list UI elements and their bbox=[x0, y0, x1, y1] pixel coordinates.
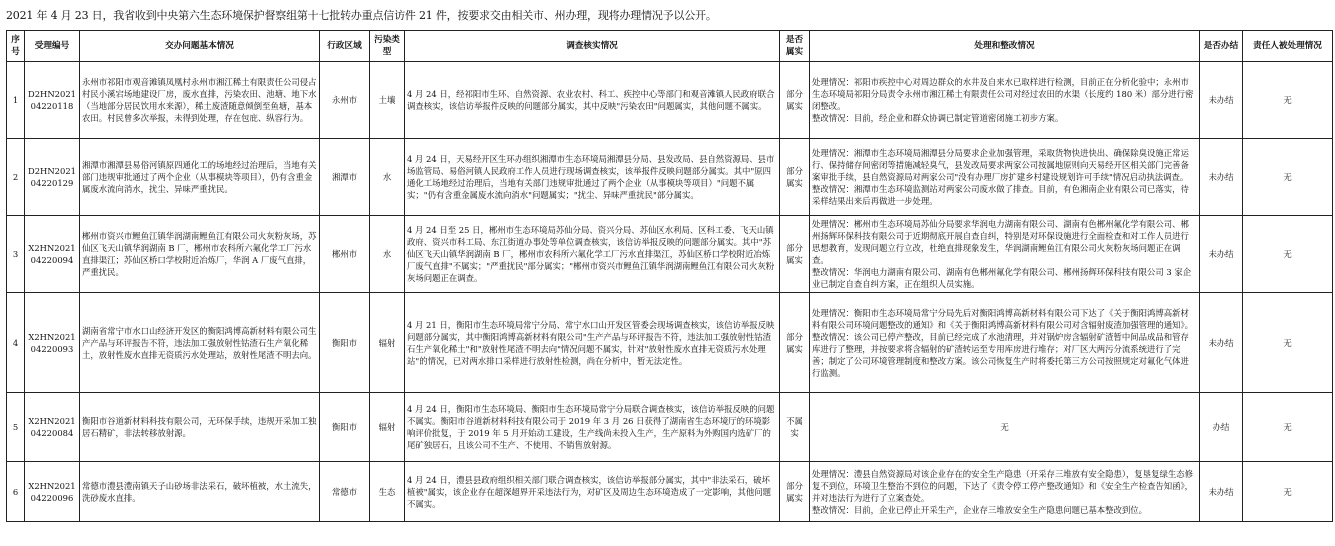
cell-region: 衡阳市 bbox=[320, 393, 370, 462]
cell-accountability: 无 bbox=[1243, 393, 1333, 462]
petition-table bbox=[6, 30, 1333, 522]
header-handling: 处理和整改情况 bbox=[810, 31, 1200, 62]
cell-verified: 部分属实 bbox=[780, 216, 810, 293]
cell-accountability: 无 bbox=[1243, 216, 1333, 293]
header-pollution: 污染类型 bbox=[370, 31, 405, 62]
cell-id: X2HN202104220096 bbox=[25, 462, 80, 522]
cell-pollution: 辐射 bbox=[370, 393, 405, 462]
table-row bbox=[7, 393, 1333, 462]
cell-pollution: 辐射 bbox=[370, 293, 405, 393]
cell-verified: 部分属实 bbox=[780, 462, 810, 522]
cell-region: 郴州市 bbox=[320, 216, 370, 293]
cell-accountability: 无 bbox=[1243, 462, 1333, 522]
cell-pollution: 水 bbox=[370, 216, 405, 293]
header-problem: 交办问题基本情况 bbox=[80, 31, 320, 62]
table-row bbox=[7, 462, 1333, 522]
cell-handling: 处理情况：澧县自然资源局对该企业存在的安全生产隐患（开采存三堆放有安全隐患），复垦复绿生态修复不到位，环境卫生整治不到位的问题，下达了《责令停工停产整改通知》和《安全生产检查告知函》，并对违法行为进行了立案查处。 整改情况：目前，企业已停止开采生产，企业存三堆放安全生产隐患问题已基本整改到位。 bbox=[810, 462, 1200, 522]
cell-handling: 处理情况：衡阳市生态环境局常宁分局先后对衡阳鸿博高新材料有限公司下达了《关于衡阳鸿博高新材料有限公司环境问题整改的通知》和《关于衡阳鸿博高新材料有限公司对含辐射废渣加强管理的通知》。 整改情况：该公司已停产整改，目前已经完成了水池清理，并对锅炉房含辐射矿渣暂中间品成品和管存库进行了整理，并按要求将含辐射的矿渣转运至专用库房进行堆存；对厂区大两污分流系统进行了完善；制定了公司环境管理制度和整改方案。该公司恢复生产时将委托第三方公司按照规定对氟化气体进行监测。 bbox=[810, 293, 1200, 393]
cell-id: D2HN202104220129 bbox=[25, 139, 80, 216]
cell-handling: 处理情况：湘潭市生态环境局湘潭县分局要求企业加强管理，采取货物快进快出、确保除臭设施正常运行、保持储存间密闭等措施减轻臭气，县发改局要求两家公司按属地原则向天易经开区相关部门完善备案审批手续，县自然资源局对两家公司"没有办理厂房扩建乡村建设规划许可手续"情况启动执法调查。 整改情况：湘潭市生态环境监测站对两家公司废水做了排查。目前，有色湘南企业有限公司已落实，待采样结果出来后再做进一步处理。 bbox=[810, 139, 1200, 216]
cell-seq: 5 bbox=[7, 393, 25, 462]
cell-done: 未办结 bbox=[1200, 62, 1243, 139]
cell-done: 未办结 bbox=[1200, 139, 1243, 216]
table-row bbox=[7, 139, 1333, 216]
cell-accountability: 无 bbox=[1243, 62, 1333, 139]
cell-problem: 常德市澧县澧南镇天子山砂场非法采石，破坏植被，水土流失，洗砂废水直排。 bbox=[80, 462, 320, 522]
cell-region: 常德市 bbox=[320, 462, 370, 522]
header-row bbox=[7, 31, 1333, 62]
cell-problem: 永州市祁阳市观音滩镇凤凰村永州市湘江稀土有限责任公司侵占村民小溪宕场地建设厂房，废水直排，污染农田、池塘、地下水（当地部分居民饮用水来源），稀土废渣随意倾倒至鱼塘，基本农田。村民曾多次举报，未得到处理，存在包庇、纵容行为。 bbox=[80, 62, 320, 139]
cell-id: D2HN202104220118 bbox=[25, 62, 80, 139]
cell-region: 衡阳市 bbox=[320, 293, 370, 393]
cell-investigation: 4 月 24 日至 25 日，郴州市生态环境局苏仙分局、资兴分局、苏仙区水利局、区科工委、飞天山镇政府、资兴市科工局、东江街道办事处等单位调查核实，该信访举报反映的问题部分属实。其中"苏仙区飞天山镇华润湖南 B 厂，郴州市农科所六氟化学工厂污水直排渠江，苏仙区桥口学校附近冶炼厂废气直排"不属实；"严重扰民"部分属实；"郴州市资兴市鲤鱼江镇华润湖南鲤鱼江有限公司火灰粉灰场问题正在调查。 bbox=[405, 216, 780, 293]
table-row bbox=[7, 293, 1333, 393]
cell-id: X2HN202104220084 bbox=[25, 393, 80, 462]
cell-handling: 无 bbox=[810, 393, 1200, 462]
cell-accountability: 无 bbox=[1243, 139, 1333, 216]
cell-problem: 湘潭市湘潭县易俗河镇原四通化工的场地经过治理后，当地有关部门违规审批通过了两个企业（从事模块等项目），仍有含重金属废水流向消水，扰尘、异味严重扰民。 bbox=[80, 139, 320, 216]
table-row bbox=[7, 62, 1333, 139]
cell-seq: 4 bbox=[7, 293, 25, 393]
header-seq: 序号 bbox=[7, 31, 25, 62]
cell-problem: 郴州市资兴市鲤鱼江镇华润湖南鲤鱼江有限公司火灰粉灰场，苏仙区飞天山镇华润湖南 B 厂，郴州市农科所六氟化学工厂污水直排渠江；苏仙区桥口学校附近冶炼厂，华润 A 厂废气直排，严重扰民。 bbox=[80, 216, 320, 293]
header-done: 是否办结 bbox=[1200, 31, 1243, 62]
cell-verified: 部分属实 bbox=[780, 62, 810, 139]
header-verified: 是否属实 bbox=[780, 31, 810, 62]
cell-investigation: 4 月 24 日，澧县县政府组织相关部门联合调查核实，该信访举报部分属实，其中"非法采石，破坏植被"属实，该企业存在超深超界开采违法行为，对矿区及周边生态环境造成了一定影响，其他问题不属实。 bbox=[405, 462, 780, 522]
cell-id: X2HN202104220093 bbox=[25, 293, 80, 393]
cell-seq: 1 bbox=[7, 62, 25, 139]
header-accountability: 责任人被处理情况 bbox=[1243, 31, 1333, 62]
cell-pollution: 生态 bbox=[370, 462, 405, 522]
header-investigation: 调查核实情况 bbox=[405, 31, 780, 62]
cell-region: 永州市 bbox=[320, 62, 370, 139]
cell-seq: 6 bbox=[7, 462, 25, 522]
table-row bbox=[7, 216, 1333, 293]
cell-investigation: 4 月 24 日，衡阳市生态环境局、衡阳市生态环境局常宁分局联合调查核实，该信访举报反映的问题不属实。衡阳市谷道新材料科技有限公司于 2019 年 3 月 26 日获得了湖南省生态环境厅的环境影响评价批复，于 2019 年 5 月开始动工建设，生产线尚未投入生产，生产原料为外购国内选矿厂的尾矿独居石，且该公司不生产、不使用、不销售放射源。 bbox=[405, 393, 780, 462]
header-region: 行政区域 bbox=[320, 31, 370, 62]
cell-done: 办结 bbox=[1200, 393, 1243, 462]
header-id: 受理编号 bbox=[25, 31, 80, 62]
cell-problem: 湖南省常宁市水口山经济开发区的衡阳鸿博高新材料有限公司生产产品与环评报告不符，违法加工强放射性钴渣石生产氧化稀土，放射性废水直排无资质污水处理站，放射性尾渣不明去向。 bbox=[80, 293, 320, 393]
cell-done: 未办结 bbox=[1200, 216, 1243, 293]
cell-accountability: 无 bbox=[1243, 293, 1333, 393]
cell-done: 未办结 bbox=[1200, 293, 1243, 393]
cell-pollution: 水 bbox=[370, 139, 405, 216]
cell-id: X2HN202104220094 bbox=[25, 216, 80, 293]
cell-problem: 衡阳市谷道新材料科技有限公司，无环保手续，违规开采加工独居石精矿，非法转移放射源。 bbox=[80, 393, 320, 462]
cell-handling: 处理情况：郴州市生态环境局苏仙分局要求华润电力湖南有限公司、湖南有色郴州氟化学有限公司、郴州扬辉环保科技有限公司于近期彻底开展自查自纠，特别是对环保设施进行全面检查和对工作人员进行思想教育，发现问题立行立改，杜绝直排现象发生，华润湖南鲤鱼江有限公司火灰粉灰场问题正在调查。 整改情况：华润电力湖南有限公司、湖南有色郴州氟化学有限公司、郴州扬辉环保科技有限公司 3 家企业已制定自查自纠方案，正在组织人员实施。 bbox=[810, 216, 1200, 293]
cell-investigation: 4 月 24 日，经祁阳市生环、自然资源、农业农村、科工、疾控中心等部门和观音滩镇人民政府联合调查核实，该信访举报件反映的问题部分属实，其中反映"污染农田"问题属实，其他问题不属实。 bbox=[405, 62, 780, 139]
intro-text: 2021 年 4 月 23 日，我省收到中央第六生态环境保护督察组第十七批转办重点信访件 21 件，按要求交由相关市、州办理，现将办理情况予以公开。 bbox=[6, 9, 717, 22]
cell-done: 未办结 bbox=[1200, 462, 1243, 522]
cell-seq: 2 bbox=[7, 139, 25, 216]
cell-verified: 不属实 bbox=[780, 393, 810, 462]
cell-region: 湘潭市 bbox=[320, 139, 370, 216]
cell-investigation: 4 月 24 日，天易经开区生环办组织湘潭市生态环境局湘潭县分局、县发改局、县自然资源局、县市场监管局、易俗河镇人民政府工作人员进行现场调查核实，该举报件反映问题部分属实。其中"原四通化工场地经过治理后，当地有关部门违规审批通过了两个企业（从事模块等项目）"问题不属实；"仍有含重金属废水流向消水"问题属实；"扰尘、异味严重扰民"部分属实。 bbox=[405, 139, 780, 216]
cell-handling: 处理情况：祁阳市疾控中心对周边群众的水井及自来水已取样进行检测，目前正在分析化验中；永州市生态环境局祁阳分局责令永州市湘江稀土有限责任公司对经过农田的水渠（长度约 180 米）部分进行密闭整改。 整改情况：目前，经企业和群众协调已制定管道密闭施工初步方案。 bbox=[810, 62, 1200, 139]
cell-pollution: 土壤 bbox=[370, 62, 405, 139]
cell-verified: 部分属实 bbox=[780, 139, 810, 216]
cell-seq: 3 bbox=[7, 216, 25, 293]
cell-verified: 部分属实 bbox=[780, 293, 810, 393]
cell-investigation: 4 月 21 日，衡阳市生态环境局常宁分局、常宁水口山开发区管委会现场调查核实，该信访举报反映问题部分属实，其中衡阳鸿博高新材料有限公司"生产产品与环评报告不符，违法加工强放射性钴渣石生产氧化稀土"和"放射性尾渣不明去向"情况问题不属实，针对"放射性废水直排无资质污水处理站"的情况，已对两水排口采样进行放射性检测，尚在分析中，暂无法定性。 bbox=[405, 293, 780, 393]
